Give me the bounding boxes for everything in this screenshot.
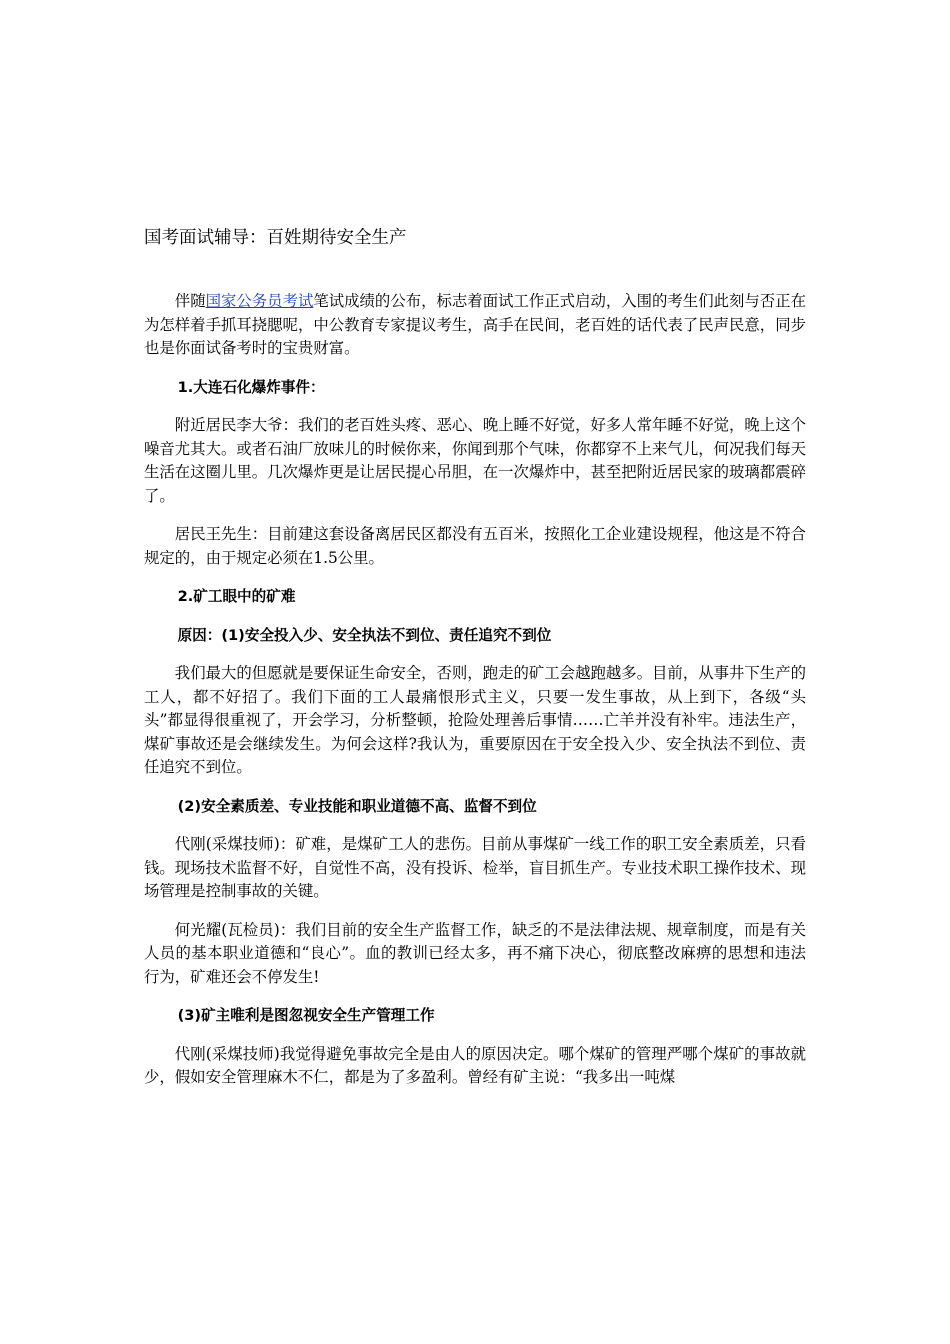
section-1-heading: 1.大连石化爆炸事件：	[177, 378, 325, 396]
document-title: 国考面试辅导：百姓期待安全生产	[144, 228, 407, 248]
reason-3-paragraph-1: 代刚(采煤技师)我觉得避免事故完全是由人的原因决定。哪个煤矿的管理严哪个煤矿的事故就少，假如安全管理麻木不仁，都是为了多盈利。曾经有矿主说：“我多出一吨煤	[144, 1044, 806, 1086]
reason-1-paragraph-1: 我们最大的但愿就是要保证生命安全，否则，跑走的矿工会越跑越多。目前，从事井下生产的工人，都不好招了。我们下面的工人最痛恨形式主义，只要一发生事故，从上到下，各级“头头”都显得很重视了，开会学习，分析整顿，抢险处理善后事情……亡羊并没有补牢。违法生产，煤矿事故还是会继续发生。为何会这样?我认为，重要原因在于安全投入少、安全执法不到位、责任追究不到位。	[144, 664, 806, 776]
reason-2-paragraph-1: 代刚(采煤技师)：矿难，是煤矿工人的悲伤。目前从事煤矿一线工作的职工安全素质差，只看钱。现场技术监督不好，自觉性不高，没有投诉、检举，盲目抓生产。专业技术职工操作技术、现场管理是控制事故的关键。	[144, 835, 806, 900]
intro-paragraph	[144, 290, 806, 361]
reason-2-heading: (2)安全素质差、专业技能和职业道德不高、监督不到位	[177, 797, 537, 815]
reason-1-heading: 原因：(1)安全投入少、安全执法不到位、责任追究不到位	[177, 626, 552, 644]
reason-2-paragraph-2: 何光耀(瓦检员)：我们目前的安全生产监督工作，缺乏的不是法律法规、规章制度，而是有关人员的基本职业道德和“良心”。血的教训已经太多，再不痛下决心，彻底整改麻痹的思想和违法行为，矿难还会不停发生!	[144, 920, 806, 986]
document-body	[144, 290, 806, 1105]
intro-text-before-link: 伴随	[174, 292, 206, 310]
civil-service-exam-link[interactable]: 国家公务员考试	[205, 292, 314, 310]
reason-3-heading: (3)矿主唯利是图忽视安全生产管理工作	[177, 1007, 435, 1024]
section-1-paragraph-2: 居民王先生：目前建这套设备离居民区都没有五百米，按照化工企业建设规程，他这是不符合规定的，由于规定必须在1.5公里。	[144, 525, 806, 567]
intro-text-after-link: 笔试成绩的公布，标志着面试工作正式启动，入围的考生们此刻与否正在为怎样着手抓耳挠腮呢，中公教育专家提议考生，高手在民间，老百姓的话代表了民声民意，同步也是你面试备考时的宝贵财富。	[144, 292, 806, 357]
section-1-paragraph-1: 附近居民李大爷：我们的老百姓头疼、恶心、晚上睡不好觉，好多人常年睡不好觉，晚上这个噪音尤其大。或者石油厂放味儿的时候你来，你闻到那个气味，你都穿不上来气儿，何况我们每天生活在这圈儿里。几次爆炸更是让居民提心吊胆，在一次爆炸中，甚至把附近居民家的玻璃都震碎了。	[144, 416, 806, 505]
section-2-heading: 2.矿工眼中的矿难	[177, 588, 296, 605]
